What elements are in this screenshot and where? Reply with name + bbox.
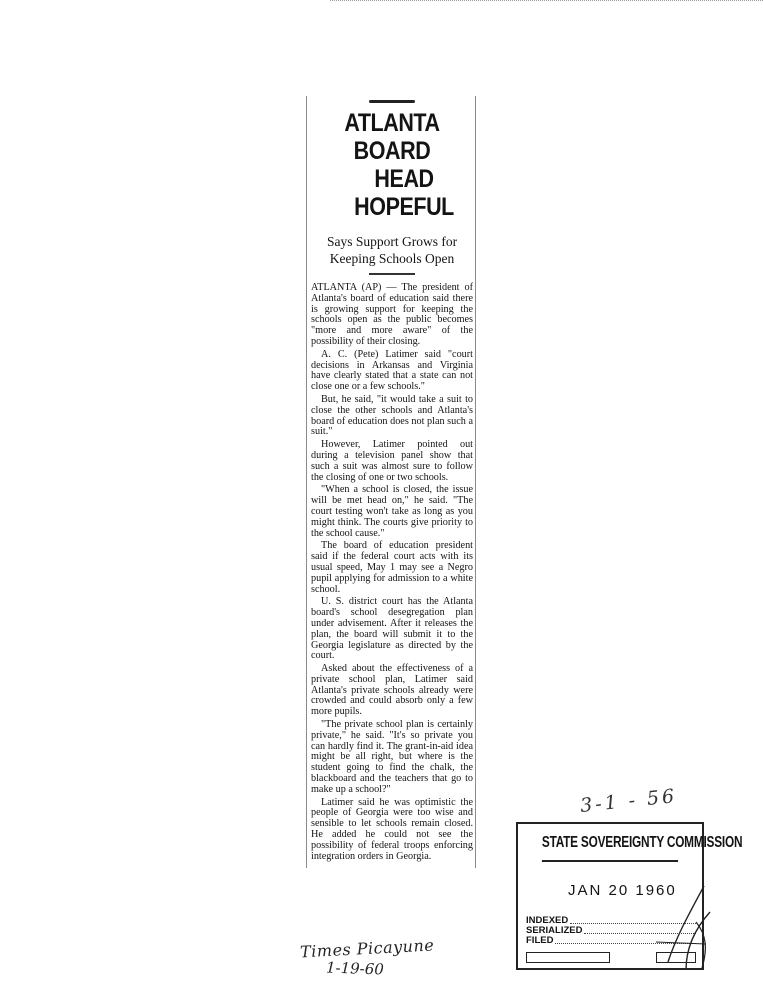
article-paragraph: "When a school is closed, the issue will be met head on," he said. "The court testing won't take as long as you might think. The courts give priority to the school cause." — [311, 484, 473, 539]
stamp-field-label: SERIALIZED — [526, 925, 583, 936]
article-body — [311, 283, 473, 862]
article-paragraph: Latimer said he was optimistic the people of Georgia were too wise and sensible to let schools remain closed. He added he could not see the possibility of federal troops enforcing integration orders in Georgia. — [311, 796, 473, 862]
article-paragraph: But, he said, "it would take a suit to close the other schools and Atlanta's board of education does not plan such a suit." — [311, 393, 473, 438]
article-paragraph: The board of education president said if the federal court acts with its usual speed, May 1 may see a Negro pupil applying for admission to a white school. — [311, 540, 473, 595]
article-paragraph: ATLANTA (AP) — The president of Atlanta's board of education said there is growing support for keeping the schools open as the public becomes "more and more aware" of the possibility of their closing. — [311, 282, 473, 347]
subheadline-line-2: Keeping Schools Open — [329, 251, 455, 266]
handwritten-source-note — [299, 935, 470, 979]
article-paragraph: U. S. district court has the Atlanta board's school desegregation plan under advisement. After it releases the plan, the board will submit it to the Georgia legislature as directed by the court. — [311, 596, 473, 662]
headline — [322, 109, 461, 221]
stamp-date: JAN 20 1960 — [568, 882, 677, 899]
headline-line-1: ATLANTA BOARD — [344, 109, 440, 165]
stamp-field-filed — [526, 936, 696, 946]
stamp-field-line — [555, 943, 696, 944]
stamp-field-label: FILED — [526, 935, 554, 946]
stamp-box-left — [526, 952, 610, 963]
article-paragraph: A. C. (Pete) Latimer said "court decisions in Arkansas and Virginia have clearly stated that a state can not close one or a few schools." — [311, 348, 473, 393]
commission-stamp — [516, 822, 743, 970]
article-paragraph: However, Latimer pointed out during a television panel show that such a suit was almost sure to follow the closing of one or two schools. — [311, 439, 473, 483]
headline-rule — [369, 100, 415, 103]
handwritten-source: Times Picayune — [299, 935, 435, 962]
article-paragraph: Asked about the effectiveness of a private school plan, Latimer said Atlanta's private schools already were crowded and could absorb only a few more pupils. — [311, 663, 473, 718]
handwritten-date: 1-19-60 — [325, 958, 385, 979]
handwritten-file-number: 3-1 - 56 — [579, 784, 679, 818]
subhead-rule — [369, 273, 415, 275]
stamp-title: STATE SOVEREIGNTY COMMISSION — [542, 828, 678, 862]
subheadline-line-1: Says Support Grows for — [326, 234, 458, 249]
stamp-field-label: INDEXED — [526, 915, 569, 926]
stamp-field-line — [570, 923, 696, 924]
scan-edge-top — [330, 0, 763, 4]
article-paragraph: "The private school plan is certainly private," he said. "It's so private you can hardly find it. The grant-in-aid idea might be all right, but where is the student going to find the chalk, the blackboard and the teachers that go to make up a school?" — [311, 719, 473, 795]
subheadline — [311, 233, 473, 267]
newspaper-clipping — [306, 96, 476, 868]
stamp-fields — [526, 916, 696, 946]
stamp-box-right — [656, 952, 696, 963]
stamp-field-line — [584, 933, 696, 934]
headline-line-2: HEAD HOPEFUL — [354, 165, 454, 221]
